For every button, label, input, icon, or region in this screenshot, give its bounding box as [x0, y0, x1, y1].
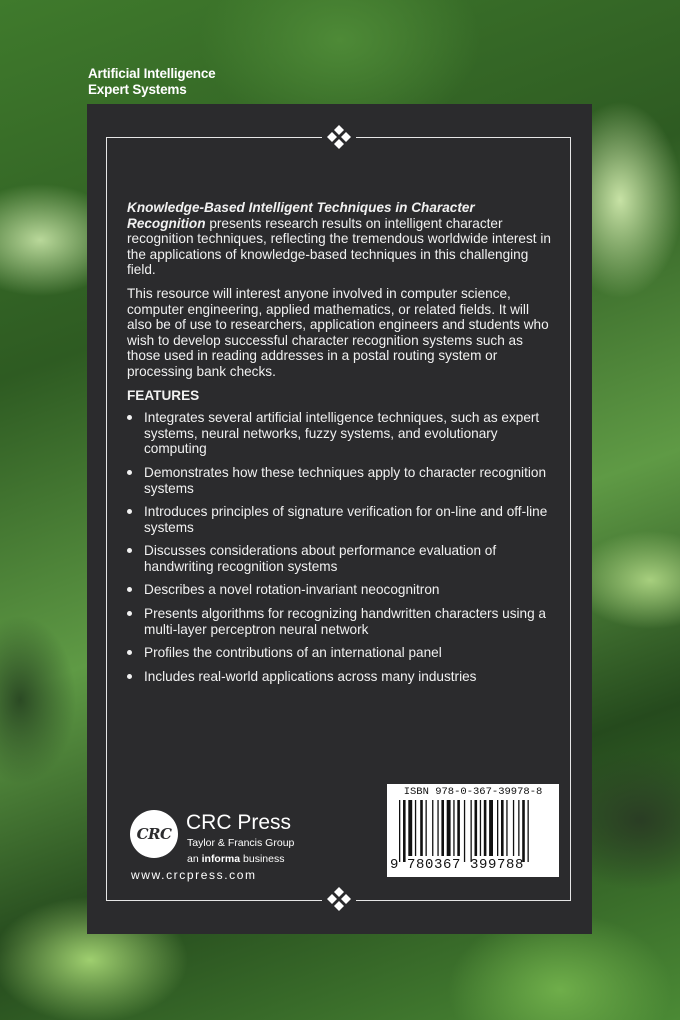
barcode-bar: [464, 800, 465, 862]
barcode-bar: [408, 800, 412, 856]
feature-item: Integrates several artificial intelligence techniques, such as expert systems, neural networks, fuzzy systems, and evolutionary computing: [127, 410, 557, 457]
barcode-bar: [453, 800, 454, 856]
description-text: [127, 200, 557, 692]
features-heading: FEATURES: [127, 387, 200, 403]
series-label: [88, 66, 215, 98]
feature-item: Introduces principles of signature verification for on-line and off-line systems: [127, 504, 557, 535]
barcode-bar: [501, 800, 504, 856]
feature-item: Profiles the contributions of an international panel: [127, 645, 557, 661]
publisher-url: www.crcpress.com: [131, 868, 257, 882]
feature-item: Describes a novel rotation-invariant neocognitron: [127, 582, 557, 598]
barcode-bar: [522, 800, 525, 862]
barcode-bar: [480, 800, 481, 856]
barcode-bar: [399, 800, 400, 862]
intro-text: presents research results on intelligent character recognition techniques, reflecting the tremendous worldwide interest in the applications of knowledge-based techniques in this challenging field.: [127, 215, 551, 278]
barcode-bar: [475, 800, 478, 856]
informa-prefix: an: [187, 853, 202, 865]
book-title: Knowledge-Based Intelligent Techniques in Character Recognition: [127, 200, 475, 231]
crc-logo: CRC: [130, 810, 178, 858]
isbn-barcode: [387, 784, 559, 877]
barcode-bar: [497, 800, 498, 856]
feature-item: Demonstrates how these techniques apply to character recognition systems: [127, 465, 557, 496]
barcode-bar: [441, 800, 444, 856]
feature-item: Includes real-world applications across many industries: [127, 669, 557, 685]
ean-lead-digit: 9: [390, 857, 399, 873]
informa-line: [187, 853, 284, 865]
barcode-bar: [403, 800, 406, 862]
barcode-bar: [513, 800, 514, 856]
barcode-bar: [415, 800, 416, 856]
informa-brand: informa: [201, 853, 241, 865]
back-cover-panel: [87, 104, 592, 934]
barcode-bar: [484, 800, 487, 856]
series-line-2: Expert Systems: [88, 82, 187, 97]
feature-item: Discusses considerations about performance evaluation of handwriting recognition systems: [127, 543, 557, 574]
audience-paragraph: This resource will interest anyone involved in computer science, computer engineering, applied mathematics, or related fields. It will also be of use to researchers, application engineers and students who wish to develop successful character recognition systems such as those used in reading addresses in a postal routing system or processing bank checks.: [127, 285, 549, 379]
barcode-bar: [437, 800, 438, 856]
isbn-label: ISBN 978-0-367-39978-8: [403, 786, 543, 798]
informa-suffix: business: [240, 853, 285, 865]
series-line-1: Artificial Intelligence: [88, 66, 216, 81]
barcode-bar: [420, 800, 423, 856]
barcode-bar: [426, 800, 427, 856]
feature-item: Presents algorithms for recognizing handwritten characters using a multi-layer perceptron neural network: [127, 606, 557, 637]
barcode-bar: [518, 800, 519, 856]
publisher-name: CRC Press: [186, 811, 292, 834]
barcode-bar: [528, 800, 529, 862]
barcode-bar: [447, 800, 451, 856]
publisher-block: [130, 810, 360, 890]
barcode-bar: [432, 800, 433, 856]
barcode-bars: [391, 800, 555, 862]
publisher-group: Taylor & Francis Group: [187, 837, 295, 849]
barcode-bar: [471, 800, 472, 862]
features-list: [127, 410, 557, 684]
ean-digits-rest: 780367 399788: [407, 857, 525, 873]
barcode-bar: [506, 800, 507, 856]
barcode-bar: [457, 800, 460, 856]
intro-paragraph: [127, 200, 557, 278]
diamond-ornament-icon: [322, 123, 356, 153]
barcode-bar: [489, 800, 493, 856]
